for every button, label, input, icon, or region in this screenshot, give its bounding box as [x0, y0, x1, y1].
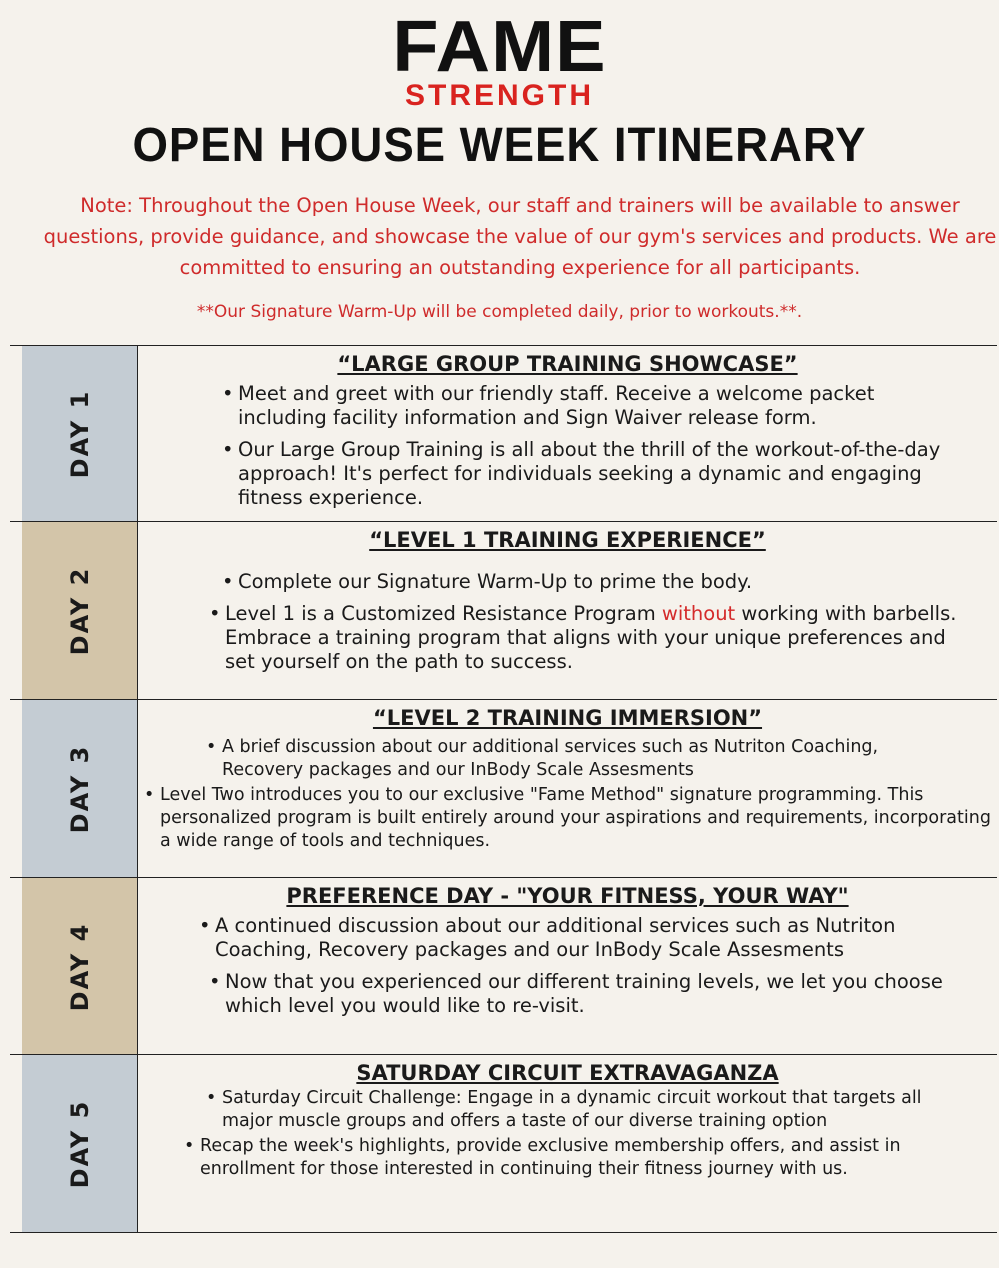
day-heading: “LARGE GROUP TRAINING SHOWCASE”	[337, 352, 798, 376]
day-label	[22, 346, 138, 522]
list-item: • Now that you experienced our different training levels, we let you choose which level you would like to re-visit.	[225, 970, 967, 1018]
signature-warmup-note: **Our Signature Warm-Up will be completed daily, prior to workouts.**.	[196, 302, 803, 322]
day-label-text: DAY 4	[65, 922, 94, 1011]
day-label-text: DAY 3	[65, 744, 94, 834]
day-label	[22, 522, 138, 700]
list-item: • A continued discussion about our additional services such as Nutriton Coaching, Recovery packages and our InBody Scale Assesments	[215, 914, 993, 962]
day-content	[138, 522, 997, 700]
logo-strength: STRENGTH	[405, 79, 594, 112]
day-label-text: DAY 2	[65, 566, 94, 656]
bullet-text: Level 1 is a Customized Resistance Program	[225, 602, 662, 625]
day-label-text: DAY 5	[65, 1099, 94, 1188]
day-heading: SATURDAY CIRCUIT EXTRAVAGANZA	[356, 1061, 779, 1085]
list-item: • Saturday Circuit Challenge: Engage in a dynamic circuit workout that targets all major muscle groups and offers a taste of our diverse training option	[222, 1087, 973, 1133]
list-item: • Our Large Group Training is all about the thrill of the workout-of-the-day approach! It's perfect for individuals seeking a dynamic and engaging fitness experience.	[238, 438, 967, 510]
list-item: • Complete our Signature Warm-Up to prime the body.	[238, 570, 997, 594]
note-text: Note: Throughout the Open House Week, our staff and trainers will be available to answer questions, provide guidance, and showcase the value of our gym's services and products. We are committed to ensuring an outstanding experience for all participants.	[43, 194, 997, 279]
day-label	[22, 700, 138, 878]
day-heading: “LEVEL 1 TRAINING EXPERIENCE”	[369, 528, 766, 552]
bullet-text: working with barbells. Embrace a training program that aligns with your unique preferences and set yourself on the path to success.	[225, 602, 957, 673]
list-item: • A brief discussion about our additional services such as Nutriton Coaching, Recovery packages and our InBody Scale Assesments	[222, 736, 907, 782]
day-heading: PREFERENCE DAY - "YOUR FITNESS, YOUR WAY"	[286, 884, 849, 908]
day-content	[138, 878, 997, 1055]
day-label	[22, 878, 138, 1055]
day-heading: “LEVEL 2 TRAINING IMMERSION”	[372, 706, 763, 730]
day-content	[138, 1055, 997, 1232]
day-label-text: DAY 1	[65, 389, 94, 479]
day-content	[138, 700, 997, 878]
list-item: • Recap the week's highlights, provide exclusive membership offers, and assist in enrollment for those interested in continuing their fitness journey with us.	[200, 1135, 993, 1181]
emphasis-text: without	[661, 602, 736, 625]
day-1-row	[10, 345, 997, 522]
day-4-row	[10, 877, 997, 1055]
list-item: • Level Two introduces you to our exclusive "Fame Method" signature programming. This personalized program is built entirely around your aspirations and requirements, incorporating a wide range of tools and techniques.	[160, 784, 997, 853]
list-item	[225, 602, 967, 674]
logo-fame: FAME	[392, 7, 607, 87]
day-5-row	[10, 1054, 997, 1233]
day-3-row	[10, 699, 997, 878]
day-content	[138, 346, 997, 522]
day-label	[22, 1055, 138, 1232]
day-2-row	[10, 521, 997, 700]
page-title: OPEN HOUSE WEEK ITINERARY	[132, 119, 867, 172]
list-item: • Meet and greet with our friendly staff. Receive a welcome packet including facility information and Sign Waiver release form.	[238, 382, 967, 430]
fame-strength-logo	[0, 7, 999, 112]
